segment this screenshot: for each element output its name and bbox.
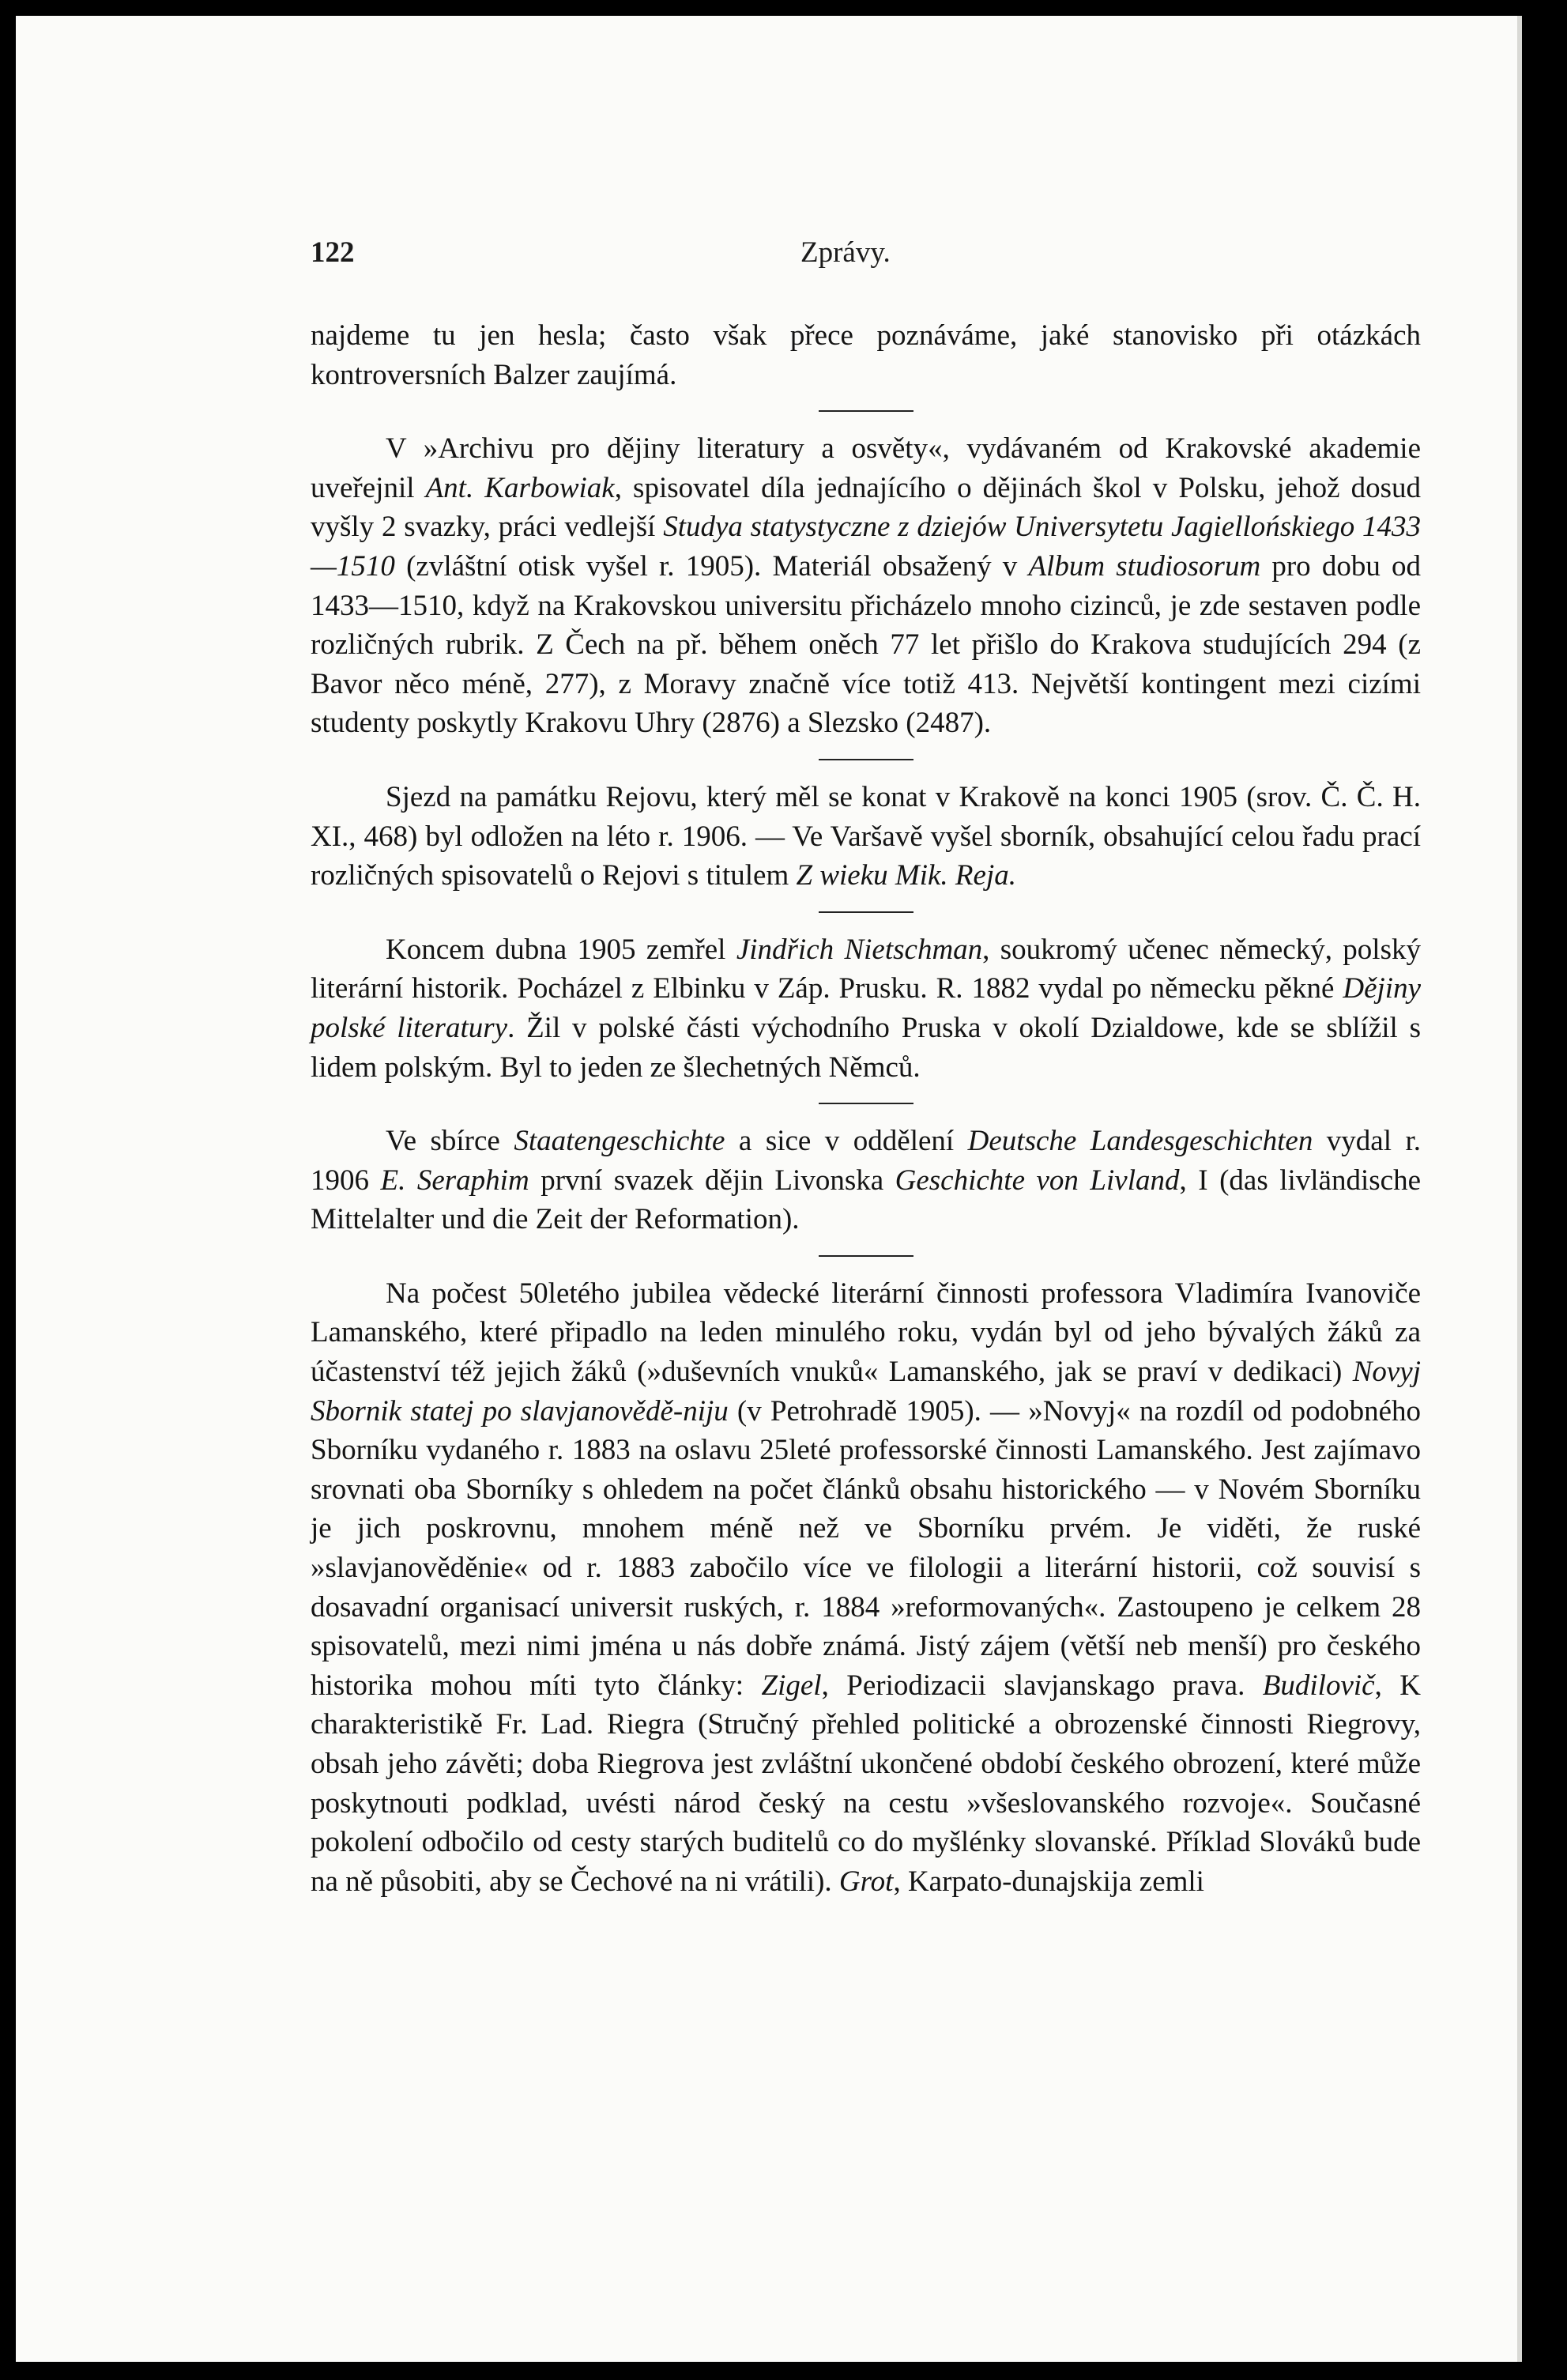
author-name: Zigel (761, 1669, 822, 1702)
author-name: E. Seraphim (380, 1164, 529, 1197)
text-run: najdeme tu jen hesla; často však přece poznáváme, jaké stanovisko při otázkách kontroversních Balzer zaujímá. (311, 319, 1421, 391)
paragraph-continuation (311, 316, 1421, 394)
paragraph-lamanskij (311, 1274, 1421, 1902)
paragraph-karbowiak (311, 429, 1421, 743)
running-head (311, 236, 1421, 275)
scanned-page (16, 16, 1522, 2362)
text-run: (zvláštní otisk vyšel r. 1905). Materiál obsažený v (394, 549, 1029, 583)
text-run: první svazek dějin Livonska (529, 1164, 895, 1197)
running-title: Zprávy. (800, 236, 891, 269)
text-run: Na počest 50letého jubilea vědecké literární činnosti professora Vladimíra Ivanoviče Lamanského, které připadlo na leden minulého roku, vydán byl od jeho bývalých žáků za účastenství též jejich žáků (»duševních vnuků« Lamanského, jak se praví v dedikaci) (311, 1277, 1421, 1389)
text-run: V »Archivu pro dějiny literatury a osvěty«, vydávaném od Krakovské akademie uveřejnil (311, 432, 1421, 504)
series-title: Deutsche Landesgeschichten (967, 1125, 1313, 1158)
work-title: Z wieku Mik. Reja. (796, 859, 1016, 892)
work-title: Geschichte von Livland (895, 1164, 1180, 1197)
paragraph-rej (311, 778, 1421, 896)
work-title: Dějiny polské literatury (311, 972, 1421, 1044)
work-title: Novyj Sbornik statej po slavjanovědě-niju (311, 1356, 1421, 1428)
work-title: Studya statystyczne z dziejów Universytetu Jagiellońskiego 1433—1510 (311, 511, 1421, 583)
section-divider (819, 911, 913, 913)
section-divider (819, 759, 913, 760)
text-column (311, 316, 1421, 1901)
text-run: pro dobu od 1433—1510, když na Krakovskou universitu přicházelo mnoho cizinců, je zde sestaven podle rozličných rubrik. Z Čech na př. během oněch 77 let přišlo do Krakova studujících 294 (z Bavor něco méně, 277), z Moravy značně více totiž 413. Největší kontingent mezi cizími studenty poskytly Krakovu Uhry (2876) a Slezsko (2487). (311, 549, 1421, 740)
author-name: Jindřich Nietschman (736, 933, 983, 966)
text-run: . Žil v polské části východního Pruska v okolí Dzialdowe, kde se sblížil s lidem polským. Byl to jeden ze šlechetných Němců. (311, 1011, 1421, 1084)
section-divider (819, 1103, 913, 1104)
text-run: , K charakteristikě Fr. Lad. Riegra (Stručný přehled politické a obrozenské činnosti Riegrovy, obsah jeho závěti; doba Riegrova jest zvláštní ukončené období českého obrození, které může poskytnouti podklad, uvésti národ český na cestu »všeslovanského rozvoje«. Současné pokolení odbočilo od cesty starých buditelů co do myšlénky slovanské. Příklad Slováků bude na ně působiti, aby se Čechové na ni vrátili). (311, 1669, 1421, 1898)
author-name: Ant. Karbowiak (425, 471, 615, 504)
author-name: Grot (838, 1865, 894, 1898)
paragraph-nietschman (311, 930, 1421, 1087)
text-run: vydal r. 1906 (311, 1125, 1422, 1197)
work-title: Album studiosorum (1028, 549, 1261, 583)
series-title: Staatengeschichte (514, 1125, 725, 1158)
section-divider (819, 1255, 913, 1257)
text-run: , I (das livländische Mittelalter und die Zeit der Reformation). (311, 1164, 1421, 1236)
paragraph-seraphim (311, 1122, 1421, 1239)
text-run: Koncem dubna 1905 zemřel (386, 933, 736, 966)
text-run: Sjezd na památku Rejovu, který měl se konat v Krakově na konci 1905 (srov. Č. Č. H. XI., 468) byl odložen na léto r. 1906. — Ve Varšavě vyšel sborník, obsahující celou řadu prací rozličných spisovatelů o Rejovi s titulem (311, 780, 1421, 892)
page-number: 122 (311, 236, 355, 269)
author-name: Budilovič (1262, 1669, 1375, 1702)
text-run: Ve sbírce (386, 1125, 514, 1158)
text-run: a sice v oddělení (725, 1125, 968, 1158)
text-run: , Karpato-dunajskija zemli (893, 1865, 1204, 1898)
text-run: , spisovatel díla jednajícího o dějinách škol v Polsku, jehož dosud vyšly 2 svazky, práci vedlejší (311, 471, 1421, 544)
section-divider (819, 410, 913, 412)
text-run: , soukromý učenec německý, polský literární historik. Pocházel z Elbinku v Záp. Prusku. R. 1882 vydal po německu pěkné (311, 933, 1421, 1005)
text-run: , Periodizacii slavjanskago prava. (821, 1669, 1263, 1702)
text-run: (v Petrohradě 1905). — »Novyj« na rozdíl od podobného Sborníku vydaného r. 1883 na oslavu 25leté professorské činnosti Lamanského. Jest zajímavo srovnati oba Sborníky s ohledem na počet článků obsahu historického — v Novém Sborníku je jich poskrovnu, mnohem méně než ve Sborníku prvém. Je viděti, že ruské »slavjanověděnie« od r. 1883 zabočilo více ve filologii a literární historii, což souvisí s dosavadní organisací universit ruských, r. 1884 »reformovaných«. Zastoupeno je celkem 28 spisovatelů, mezi nimi jména u nás dobře známá. Jistý zájem (větší neb menší) pro českého historika mohou míti tyto články: (311, 1394, 1421, 1702)
